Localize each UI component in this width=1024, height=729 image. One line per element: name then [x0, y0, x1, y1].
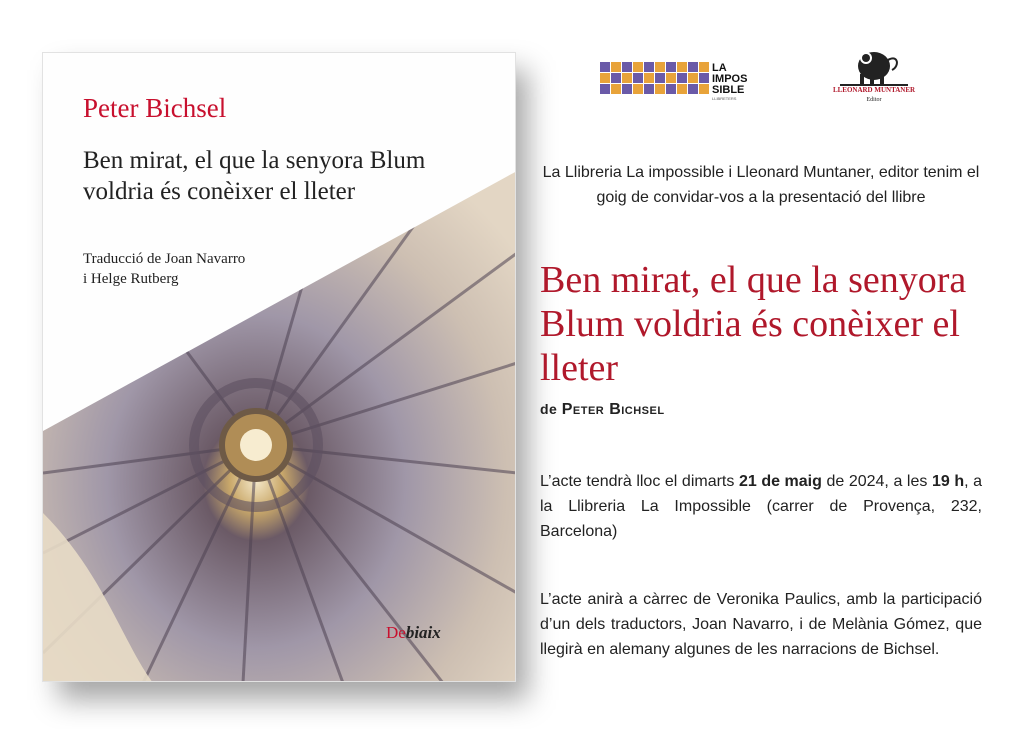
la-impossible-line-2: IMPOS [712, 73, 748, 85]
lion-icon [858, 52, 897, 84]
cover-title: Ben mirat, el que la senyora Blum voldria és conèixer el lleter [83, 147, 426, 205]
la-impossible-logo [600, 60, 760, 102]
muntaner-sub: Editor [866, 97, 882, 103]
para1-b: de 2024, a les [821, 473, 932, 490]
para1-a: L’acte tendrà lloc el dimarts [540, 473, 739, 490]
publisher-part-1: De [386, 623, 406, 642]
book-cover [42, 52, 516, 682]
translation-line-1: Traducció de Joan Navarro [83, 251, 246, 267]
translation-line-2: i Helge Rutberg [83, 271, 179, 287]
lleonard-muntaner-logo [826, 44, 922, 106]
event-date: 21 de maig [738, 473, 822, 490]
cover-translation [83, 249, 383, 289]
cover-author: Peter Bichsel [83, 93, 227, 123]
byline [540, 401, 665, 419]
muntaner-name: LLEONARD MUNTANER [832, 86, 916, 94]
byline-author: Peter Bichsel [561, 401, 665, 418]
para1-c: , a la Llibreria La Impossible (carrer de Provença, 232, Barcelona) [540, 473, 983, 540]
publisher-part-2: biaix [405, 623, 441, 642]
byline-prefix: de [540, 401, 562, 417]
publisher-logo [386, 623, 441, 643]
la-impossible-line-3: SIBLE [712, 84, 745, 96]
la-impossible-sub: LLIBRETERS [712, 96, 737, 101]
event-description: L’acte anirà a càrrec de Veronika Paulics, amb la participació d’un dels traductors, Joan Navarro, i de Melània Gómez, que llegirà en alemany algunes de les narracions de Bichsel. [540, 591, 982, 658]
event-time: 19 h [931, 473, 965, 490]
la-impossible-line-1: LA [712, 62, 727, 74]
event-details [540, 469, 982, 544]
event-book-title: Ben mirat, el que la senyora Blum voldria és conèixer el lleter [540, 259, 967, 389]
invitation-intro: La Llibreria La impossible i Lleonard Muntaner, editor tenim el goig de convidar-vos a la presentació del llibre [542, 164, 980, 206]
